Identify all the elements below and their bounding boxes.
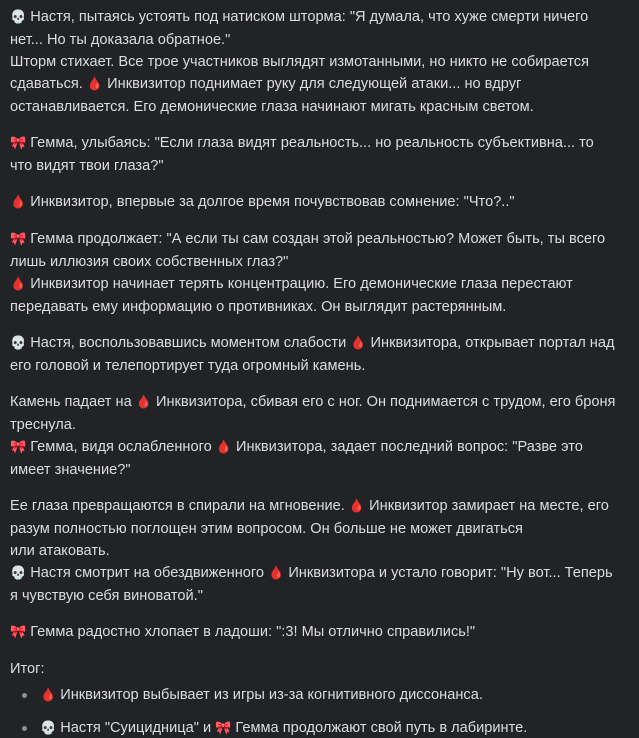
paragraph-gemma-continues <box>10 228 619 318</box>
blood-drop-icon: 🩸 <box>86 77 104 92</box>
message-text: Инквизитора и устало говорит: "Ну вот... Теперь я чувствую себя виноватой." <box>10 565 613 604</box>
message-text: Инквизитор поднимает руку для следующей атаки... но вдруг останавливается. Его демонические глаза начинают мигать красным светом. <box>10 76 534 115</box>
bow-icon: 🎀 <box>10 136 27 151</box>
summary-list <box>10 684 619 738</box>
blood-drop-icon: 🩸 <box>348 499 366 514</box>
blood-drop-icon: 🩸 <box>268 566 285 581</box>
blood-drop-icon: 🩸 <box>215 440 232 455</box>
message-text: Настя "Суицидница" и <box>56 720 216 736</box>
blood-drop-icon: 🩸 <box>10 277 27 292</box>
bow-icon: 🎀 <box>10 232 27 247</box>
message-text: Гемма продолжает: "А если ты сам создан этой реальностью? Может быть, ты всего лишь иллюзия своих собственных глаз?" <box>10 231 606 270</box>
message-text: Инквизитор, впервые за долгое время почувствовав сомнение: "Что?.." <box>26 194 515 210</box>
message-text: Гемма продолжают свой путь в лабиринте. <box>231 720 528 736</box>
skull-icon: 💀 <box>10 336 27 351</box>
skull-icon: 💀 <box>40 721 57 736</box>
paragraph-gemma-claps <box>10 621 619 644</box>
message-text: Инквизитор замирает на месте, его разум полностью поглощен этим вопросом. Он больше не может двигаться или атаковать. <box>10 498 609 559</box>
paragraph-stone-falls <box>10 391 619 481</box>
blood-drop-icon: 🩸 <box>350 336 367 351</box>
message-text: Настя смотрит на обездвиженного <box>26 565 269 581</box>
message-text: Гемма, видя ослабленного <box>26 439 216 455</box>
message-text: Инквизитора, задает последний вопрос: "Разве это имеет значение?" <box>10 439 583 478</box>
summary-item-heroes-continue <box>40 717 619 738</box>
skull-icon: 💀 <box>10 10 27 25</box>
message-text: Гемма, улыбаясь: "Если глаза видят реальность... но реальность субъективна... то что видят твои глаза?" <box>10 135 594 174</box>
message-text: Ее глаза превращаются в спирали на мгновение. <box>10 498 349 514</box>
skull-icon: 💀 <box>10 566 27 581</box>
summary-heading: Итог: <box>10 661 45 677</box>
message-body <box>10 6 619 644</box>
paragraph-spiral-eyes <box>10 495 619 607</box>
paragraph-nastya-portal <box>10 332 619 377</box>
blood-drop-icon: 🩸 <box>40 688 57 703</box>
message-text: Инквизитор начинает терять концентрацию. Его демонические глаза перестают передавать ему информацию о противниках. Он выглядит растерянным. <box>10 276 573 315</box>
message-text: Инквизитора, сбивая его с ног. Он поднимается с трудом, его броня треснула. <box>10 394 616 433</box>
paragraph-inquisitor-doubt <box>10 191 619 214</box>
bow-icon: 🎀 <box>10 625 27 640</box>
message-text: Инквизитора, открывает портал над его головой и телепортирует туда огромный камень. <box>10 335 615 374</box>
bow-icon: 🎀 <box>10 440 27 455</box>
paragraph-gemma-smiling <box>10 132 619 177</box>
blood-drop-icon: 🩸 <box>10 195 27 210</box>
summary-item-inquisitor-out <box>40 684 619 707</box>
message-text: Инквизитор выбывает из игры из-за когнитивного диссонанса. <box>56 687 483 703</box>
message-text: Настя, воспользовавшись моментом слабости <box>26 335 351 351</box>
message-text: Камень падает на <box>10 394 136 410</box>
bow-icon: 🎀 <box>215 721 232 736</box>
blood-drop-icon: 🩸 <box>135 395 152 410</box>
message-text: Настя, пытаясь устоять под натиском шторма: "Я думала, что хуже смерти ничего нет... Но ты доказала обратное." Шторм стихает. Все трое участников выглядят измотанными, но никто не собирается сдаваться. <box>10 9 589 92</box>
paragraph-nastya-storm <box>10 6 619 118</box>
message-text: Гемма радостно хлопает в ладоши: ":3! Мы отлично справились!" <box>26 624 476 640</box>
